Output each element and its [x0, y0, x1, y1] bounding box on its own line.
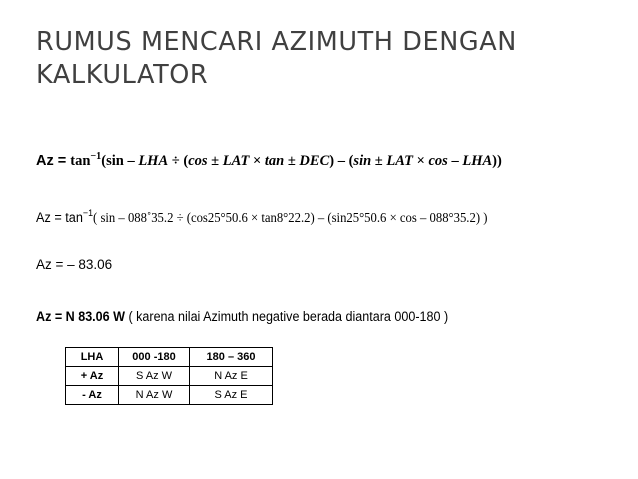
- table-cell: N Az E: [190, 367, 273, 386]
- conclusion-line: [36, 309, 448, 324]
- conclusion-note: ( karena nilai Azimuth negative berada diantara 000-180 ): [124, 309, 449, 324]
- formula-label: Az =: [36, 153, 71, 169]
- table-row: [66, 367, 273, 386]
- table-header-row: [66, 348, 273, 367]
- table-cell: S Az E: [190, 386, 273, 405]
- table-cell: N Az W: [119, 386, 190, 405]
- substitution-equation: $Az = \tan^{-1}$( sin – 088˚35.2 ÷ (cos25°50.6 × tan8°22.2) – (sin25°50.6 × cos – 088°35.2) ): [36, 208, 488, 225]
- conclusion-label: Az = N 83.06 W: [36, 309, 125, 324]
- result-equation: Az = – 83.06: [36, 257, 113, 272]
- table-header-cell: LHA: [66, 348, 119, 367]
- table-header-cell: 180 – 360: [190, 348, 273, 367]
- table-header-cell: 000 -180: [119, 348, 190, 367]
- azimuth-formula: [36, 151, 502, 170]
- table-cell: + Az: [66, 367, 119, 386]
- table-cell: - Az: [66, 386, 119, 405]
- title-line-2: KALKULATOR: [36, 60, 209, 90]
- table-row: [66, 386, 273, 405]
- page-title: [36, 26, 596, 92]
- formula-expression: $\tan^{-1}(\sin$ – LHA ÷ (cos ± LAT × tan ± DEC) – (sin ± LAT × cos – LHA)): [70, 151, 502, 169]
- title-line-1: RUMUS MENCARI AZIMUTH DENGAN: [36, 27, 517, 57]
- azimuth-quadrant-table: [65, 347, 273, 405]
- table-cell: S Az W: [119, 367, 190, 386]
